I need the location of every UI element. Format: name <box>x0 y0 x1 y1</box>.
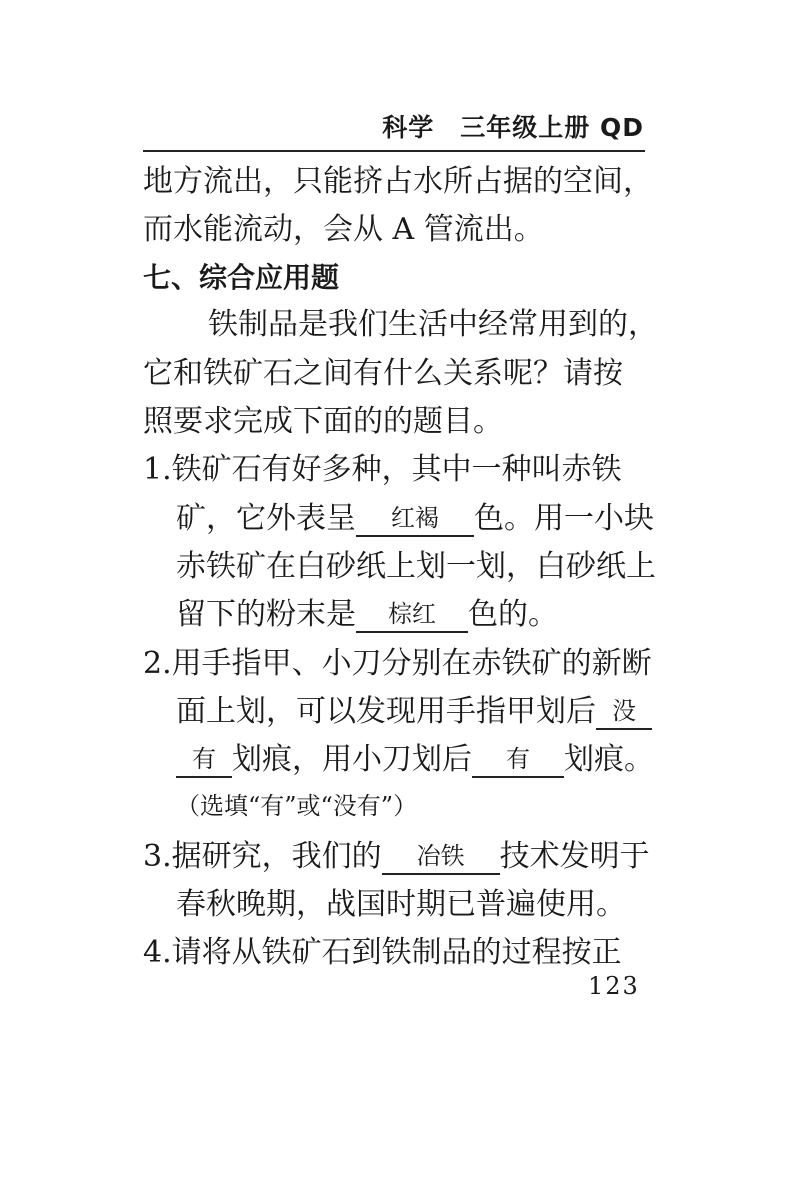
q1-number: 1. <box>143 452 172 487</box>
passage-line-3: 照要求完成下面的的题目。 <box>143 404 503 439</box>
q3-line-1 <box>143 835 650 879</box>
q3-number: 3. <box>143 839 172 874</box>
passage-line-1: 铁制品是我们生活中经常用到的， <box>208 307 658 342</box>
q1-text-4b: 色的。 <box>468 597 558 632</box>
q2-text-3b: 划痕。 <box>564 742 654 777</box>
q1-answer-blank-2[interactable]: 棕红 <box>356 597 468 633</box>
q4-line-1 <box>143 931 622 975</box>
q2-text-1: 用手指甲、小刀分别在赤铁矿的新断 <box>171 646 652 681</box>
page-number: 123 <box>588 972 640 1000</box>
q2-line-1 <box>143 642 652 686</box>
q2-line-2 <box>176 690 652 734</box>
q2-text-3a: 划痕，用小刀划后 <box>232 742 472 777</box>
q1-line-1 <box>143 448 622 492</box>
intro-line-1: 地方流出，只能挤占水所占据的空间， <box>143 164 653 199</box>
running-header <box>382 108 644 142</box>
q3-line-2: 春秋晚期，战国时期已普遍使用。 <box>176 887 626 922</box>
intro-line-2: 而水能流动，会从 A 管流出。 <box>143 212 544 247</box>
q1-line-2 <box>176 497 654 541</box>
q2-text-2: 面上划，可以发现用手指甲划后 <box>176 694 596 729</box>
q2-line-3 <box>176 738 654 782</box>
q1-text-4a: 留下的粉末是 <box>176 597 356 632</box>
q2-answer-blank-1a[interactable]: 没 <box>596 694 652 730</box>
q2-answer-blank-1b[interactable]: 有 <box>176 742 232 778</box>
q1-text-2b: 色。用一小块 <box>474 501 654 536</box>
q4-text-1: 请将从铁矿石到铁制品的过程按正 <box>171 935 622 970</box>
q3-text-1b: 技术发明于 <box>499 839 650 874</box>
section-title: 七、综合应用题 <box>143 261 340 294</box>
q2-note: （选填“有”或“没有”） <box>176 792 418 820</box>
q2-answer-blank-2[interactable]: 有 <box>472 742 564 778</box>
q1-text-1: 铁矿石有好多种，其中一种叫赤铁 <box>171 452 622 487</box>
q1-line-3: 赤铁矿在白砂纸上划一划，白砂纸上 <box>176 549 656 584</box>
header-rule <box>143 150 645 152</box>
q1-answer-blank-1[interactable]: 红褐 <box>356 501 474 537</box>
q4-number: 4. <box>143 935 172 970</box>
q3-answer-blank[interactable]: 冶铁 <box>382 839 500 875</box>
q1-text-2a: 矿，它外表呈 <box>176 501 356 536</box>
q2-number: 2. <box>143 646 172 681</box>
header-subject: 科学 <box>382 113 435 142</box>
header-grade: 三年级上册 QD <box>460 113 644 142</box>
q1-line-4 <box>176 593 558 637</box>
q3-text-1a: 据研究，我们的 <box>171 839 382 874</box>
passage-line-2: 它和铁矿石之间有什么关系呢？请按 <box>143 356 623 391</box>
